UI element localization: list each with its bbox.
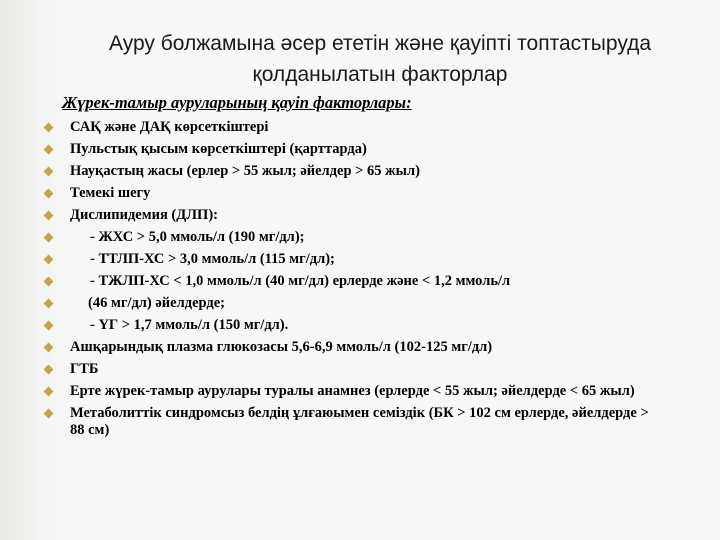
diamond-bullet-icon bbox=[44, 321, 54, 331]
list-item-text: Ерте жүрек-тамыр аурулары туралы анамнез (ерлерде < 55 жыл; әйелдерде < 65 жыл) bbox=[70, 383, 635, 399]
diamond-bullet-icon bbox=[44, 233, 54, 243]
diamond-bullet-icon bbox=[44, 365, 54, 375]
title-line-2: қолданылатын факторлар bbox=[252, 63, 508, 86]
list-item-text: - ҮГ > 1,7 ммоль/л (150 мг/дл). bbox=[90, 317, 289, 333]
list-item bbox=[42, 339, 662, 356]
diamond-bullet-icon bbox=[44, 277, 54, 287]
list-item-text: Дислипидемия (ДЛП): bbox=[70, 207, 218, 223]
list-item-text: Метаболиттік синдромсыз белдің ұлғаюымен семіздік (БК > 102 см ерлерде, әйелдерде > 88 см) bbox=[70, 405, 649, 438]
section-subtitle: Жүрек-тамыр ауруларының қауіп факторлары: bbox=[62, 93, 412, 112]
list-item-text: (46 мг/дл) әйелдерде; bbox=[88, 295, 225, 311]
title-line-1: Ауру болжамына әсер ететін және қауіпті топтастыруда bbox=[108, 32, 652, 55]
list-item-text: Науқастың жасы (ерлер > 55 жыл; әйелдер > 65 жыл) bbox=[70, 163, 420, 179]
list-item bbox=[42, 405, 662, 439]
list-item bbox=[42, 229, 662, 246]
list-item-text: Пульстық қысым көрсеткіштері (қарттарда) bbox=[70, 141, 367, 157]
diamond-bullet-icon bbox=[44, 211, 54, 221]
diamond-bullet-icon bbox=[44, 255, 54, 265]
list-item bbox=[42, 119, 662, 136]
list-item bbox=[42, 317, 662, 334]
list-item bbox=[42, 361, 662, 378]
list-item bbox=[42, 141, 662, 158]
list-item bbox=[42, 383, 662, 400]
list-item bbox=[42, 185, 662, 202]
list-item-text: САҚ және ДАҚ көрсеткіштері bbox=[70, 119, 269, 135]
diamond-bullet-icon bbox=[44, 299, 54, 309]
diamond-bullet-icon bbox=[44, 167, 54, 177]
list-item-text: - ЖХС > 5,0 ммоль/л (190 мг/дл); bbox=[90, 229, 305, 245]
slide-title bbox=[60, 28, 700, 90]
diamond-bullet-icon bbox=[44, 343, 54, 353]
diamond-bullet-icon bbox=[44, 189, 54, 199]
list-item-text: ГТБ bbox=[70, 361, 99, 377]
list-item bbox=[42, 295, 662, 312]
list-item-text: - ТЖЛП-ХС < 1,0 ммоль/л (40 мг/дл) ерлерде және < 1,2 ммоль/л bbox=[90, 273, 511, 289]
risk-factor-list bbox=[42, 119, 662, 444]
list-item-text: Темекі шегу bbox=[70, 185, 151, 201]
diamond-bullet-icon bbox=[44, 409, 54, 419]
diamond-bullet-icon bbox=[44, 145, 54, 155]
list-item bbox=[42, 163, 662, 180]
diamond-bullet-icon bbox=[44, 387, 54, 397]
list-item bbox=[42, 251, 662, 268]
list-item-text: Ашқарындық плазма глюкозасы 5,6-6,9 ммоль/л (102-125 мг/дл) bbox=[70, 339, 493, 355]
list-item-text: - ТТЛП-ХС > 3,0 ммоль/л (115 мг/дл); bbox=[90, 251, 335, 267]
diamond-bullet-icon bbox=[44, 123, 54, 133]
list-item bbox=[42, 273, 662, 290]
list-item bbox=[42, 207, 662, 224]
